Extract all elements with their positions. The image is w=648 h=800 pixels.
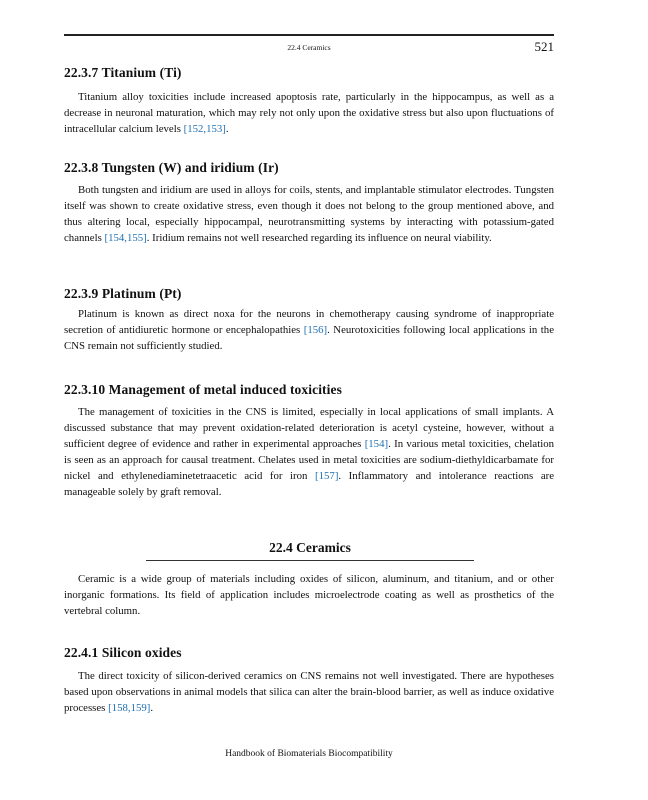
text: Both tungsten and iridium are used in alloys for coils, stents, and implantable stimulator electrodes. Tungsten itself was shown to create oxidative stress, even though it does not belong to the group mentioned above, and thus altering local, especially hippocampal, neurotransmitting systems by interacting with potassium-gated channels — [64, 184, 554, 244]
citation-link[interactable]: [154,155] — [104, 232, 147, 244]
page-number: 521 — [534, 39, 554, 54]
page-footer: Handbook of Biomaterials Biocompatibility — [225, 749, 393, 759]
text: Titanium alloy toxicities include increased apoptosis rate, particularly in the hippocampus, as well as a decrease in neuronal maturation, which may rely not only upon the oxidative stress but also upon fluctuations of intracellular calcium levels — [64, 91, 554, 135]
text: . Neurotoxicities following local applications in the CNS remain not sufficiently studied. — [64, 324, 554, 352]
text: . — [150, 702, 154, 714]
section-heading-platinum: 22.3.9 Platinum (Pt) — [64, 286, 182, 301]
text: . In various metal toxicities, chelation is seen as an approach for causal treatment. Chelates used in metal toxicities are sodium-diethyldicarbamate for nickel and ethylenediaminetetraacetic acid for iron — [64, 438, 554, 482]
section-heading-silicon-oxides: 22.4.1 Silicon oxides — [64, 645, 182, 660]
paragraph-ceramics — [64, 571, 554, 619]
chapter-heading-ceramics: 22.4 Ceramics — [269, 540, 351, 555]
header-rule — [64, 34, 554, 36]
citation-link[interactable]: [152,153] — [183, 123, 226, 135]
text: The management of toxicities in the CNS is limited, especially in local applications of small implants. A discussed substance that may prevent oxidation-related deterioration is acetyl cysteine, however, without a sufficient degree of evidence and rather in experimental approaches — [64, 406, 554, 450]
paragraph-management — [64, 404, 554, 500]
citation-link[interactable]: [156] — [303, 324, 328, 336]
citation-link[interactable]: [157] — [315, 470, 339, 482]
text: The direct toxicity of silicon-derived ceramics on CNS remains not well investigated. There are hypotheses based upon observations in animal models that silica can alter the brain-blood barrier, as well as induce oxidative processes — [64, 670, 554, 714]
citation-link[interactable]: [154] — [364, 438, 389, 450]
citation-link[interactable]: [158,159] — [108, 702, 151, 714]
text: . Inflammatory and intolerance reactions are manageable solely by graft removal. — [64, 470, 555, 498]
paragraph-titanium — [64, 89, 554, 137]
running-title: 22.4 Ceramics — [287, 43, 331, 52]
paragraph-tungsten-iridium — [64, 182, 554, 246]
running-head — [64, 39, 554, 54]
section-heading-management: 22.3.10 Management of metal induced toxicities — [64, 382, 342, 397]
text: Platinum is known as direct noxa for the neurons in chemotherapy causing syndrome of inappropriate secretion of antidiuretic hormone or encephalopathies — [64, 308, 554, 336]
text: . Iridium remains not well researched regarding its influence on neural viability. — [146, 232, 492, 244]
text: . — [225, 123, 229, 135]
paragraph-platinum — [64, 306, 554, 354]
paragraph-silicon-oxides — [64, 668, 554, 716]
section-heading-titanium: 22.3.7 Titanium (Ti) — [64, 65, 182, 80]
text: Ceramic is a wide group of materials including oxides of silicon, aluminum, and titanium, and or other inorganic formations. Its field of application includes microelectrode coating as well as prosthetics of the vertebral column. — [64, 573, 554, 617]
section-heading-tungsten-iridium: 22.3.8 Tungsten (W) and iridium (Ir) — [64, 160, 279, 175]
chapter-rule — [146, 560, 474, 561]
